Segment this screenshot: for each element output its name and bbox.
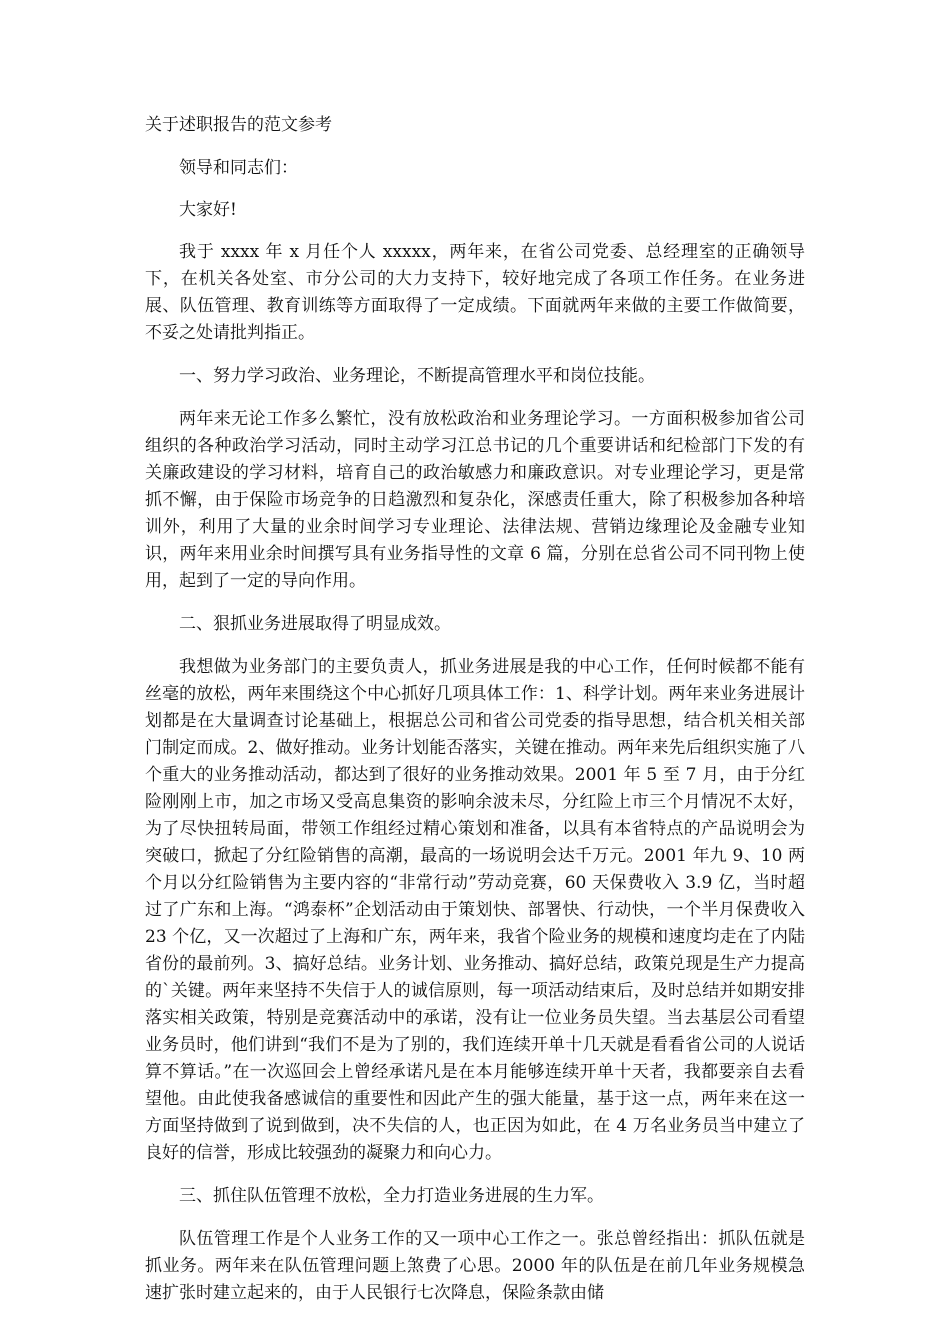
paragraph-team: 队伍管理工作是个人业务工作的又一项中心工作之一。张总曾经指出：抓队伍就是抓业务。两年来在队伍管理问题上煞费了心思。2000 年的队伍是在前几年业务规模急速扩张时建立起来的，由于人民银行七次降息，保险条款由储 xyxy=(145,1229,805,1303)
paragraph-business: 我想做为业务部门的主要负责人，抓业务进展是我的中心工作，任何时候都不能有丝毫的放松，两年来围绕这个中心抓好几项具体工作：1、科学计划。两年来业务进展计划都是在大量调查讨论基础上，根据总公司和省公司党委的指导思想，结合机关相关部门制定而成。2、做好推动。业务计划能否落实，关键在推动。两年来先后组织实施了八个重大的业务推动活动，都达到了很好的业务推动效果。2001 年 5 至 7 月，由于分红险刚刚上市，加之市场又受高息集资的影响余波未尽，分红险上市三个月情况不太好，为了尽快扭转局面，带领工作组经过精心策划和准备，以具有本省特点的产品说明会为突破口，掀起了分红险销售的高潮，最高的一场说明会达千万元。2001 年九 9、10 两个月以分红险销售为主要内容的“非常行动”劳动竞赛，60 天保费收入 3.9 亿，当时超过了广东和上海。“鸿泰杯”企划活动由于策划快、部署快、行动快，一个半月保费收入 23 个亿，又一次超过了上海和广东，两年来，我省个险业务的规模和速度均走在了内陆省份的最前列。3、搞好总结。业务计划、业务推动、搞好总结，政策兑现是生产力提高的`关键。两年来坚持不失信于人的诚信原则，每一项活动结束后，及时总结并如期安排落实相关政策，特别是竞赛活动中的承诺，没有让一位业务员失望。当去基层公司看望业务员时，他们讲到“我们不是为了别的，我们连续开单十几天就是看看省公司的人说话算不算话。”在一次巡回会上曾经承诺凡是在本月能够连续开单十天者，我都要亲自去看望他。由此使我备感诚信的重要性和因此产生的强大能量，基于这一点，两年来在这一方面坚持做到了说到做到，决不失信的人，也正因为如此，在 4 万名业务员当中建立了良好的信誉，形成比较强劲的凝聚力和向心力。 xyxy=(145,657,805,1163)
paragraph-study: 两年来无论工作多么繁忙，没有放松政治和业务理论学习。一方面积极参加省公司组织的各种政治学习活动，同时主动学习江总书记的几个重要讲话和纪检部门下发的有关廉政建设的学习材料，培育自己的政治敏感力和廉政意识。对专业理论学习，更是常抓不懈，由于保险市场竞争的日趋激烈和复杂化，深感责任重大，除了积极参加各种培训外，利用了大量的业余时间学习专业理论、法律法规、营销边缘理论及金融专业知识，两年来用业余时间撰写具有业务指导性的文章 6 篇，分别在总省公司不同刊物上使用，起到了一定的导向作用。 xyxy=(145,409,805,591)
salutation: 领导和同志们： xyxy=(179,158,298,178)
paragraph-intro: 我于 xxxx 年 x 月任个人 xxxxx，两年来，在省公司党委、总经理室的正确领导下，在机关各处室、市分公司的大力支持下，较好地完成了各项工作任务。在业务进展、队伍管理、教育训练等方面取得了一定成绩。下面就两年来做的主要工作做简要，不妥之处请批判指正。 xyxy=(145,242,805,343)
section-heading-2: 二、狠抓业务进展取得了明显成效。 xyxy=(179,614,451,634)
document-title: 关于述职报告的范文参考 xyxy=(145,115,332,135)
document-page xyxy=(145,112,805,1323)
section-heading-3: 三、抓住队伍管理不放松，全力打造业务进展的生力军。 xyxy=(179,1186,604,1206)
greeting: 大家好! xyxy=(179,200,237,220)
section-heading-1: 一、努力学习政治、业务理论，不断提高管理水平和岗位技能。 xyxy=(179,366,655,386)
